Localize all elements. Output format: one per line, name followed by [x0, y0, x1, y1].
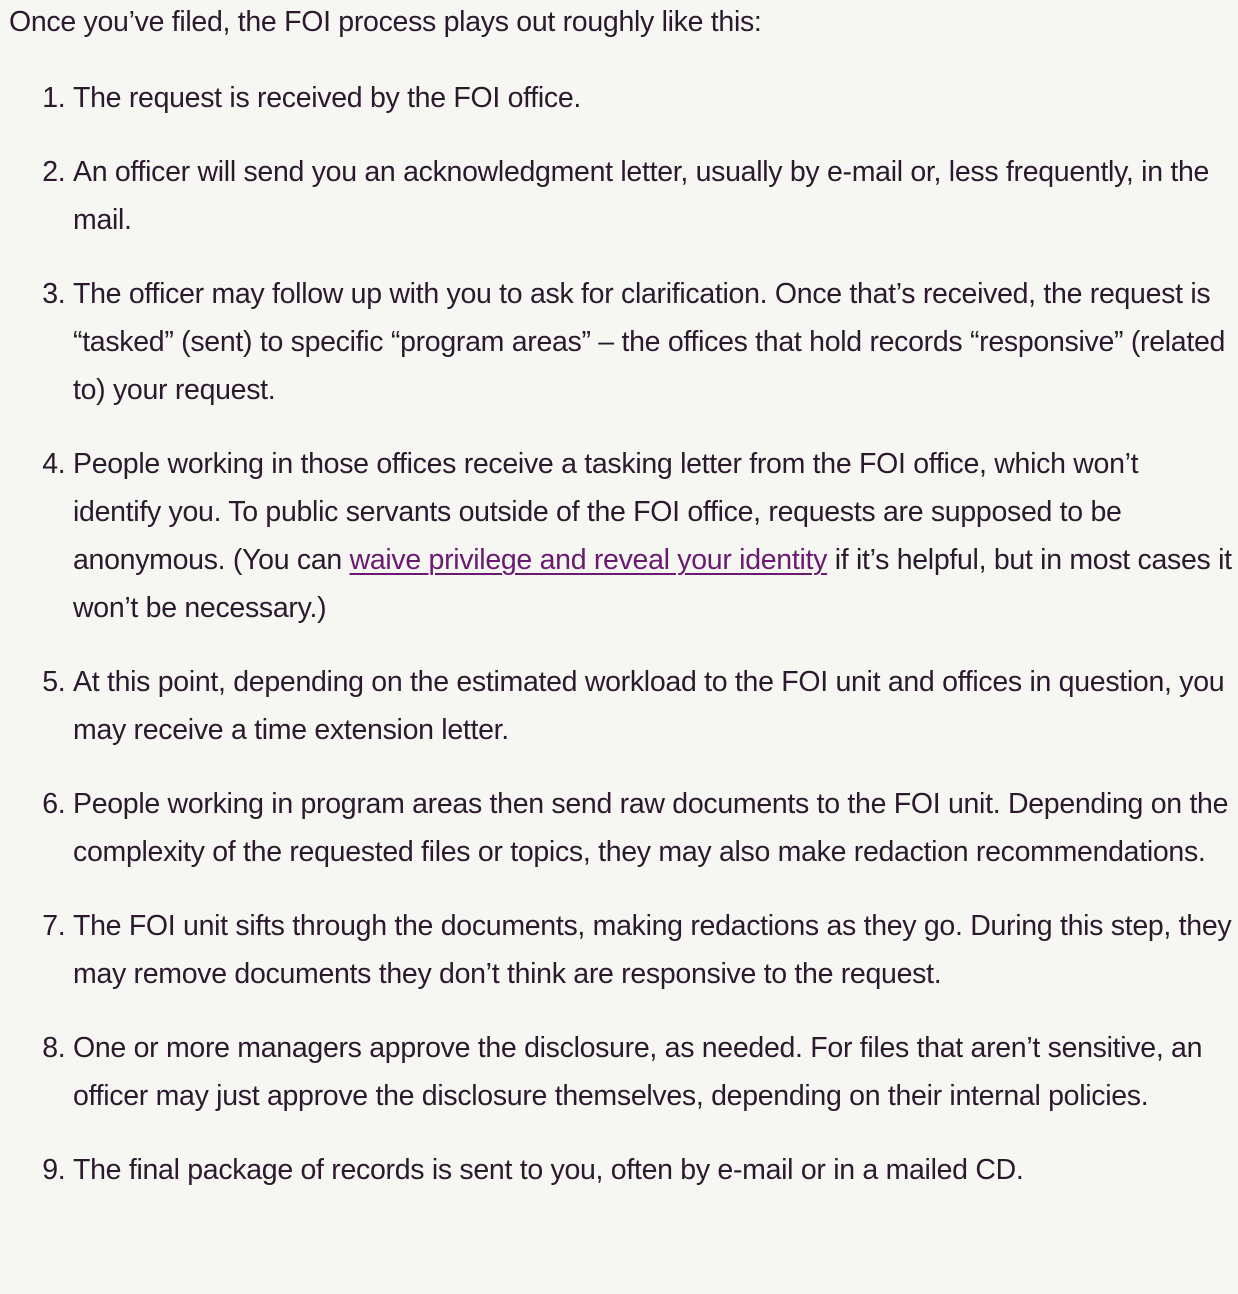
- step-3: 3. The officer may follow up with you to ask for clarification. Once that’s received, the request is “tasked” (sent) to specific “program areas” – the offices that hold records “responsive” (related to) your request.: [73, 270, 1233, 414]
- step-2: 2. An officer will send you an acknowledgment letter, usually by e-mail or, less frequently, in the mail.: [73, 148, 1233, 244]
- step-6: 6. People working in program areas then send raw documents to the FOI unit. Depending on the complexity of the requested files or topics, they may also make redaction recommendations.: [73, 780, 1233, 876]
- foi-process-steps: [0, 74, 1233, 1220]
- waive-privilege-link[interactable]: waive privilege and reveal your identity: [349, 544, 828, 576]
- step-8: 8. One or more managers approve the disclosure, as needed. For files that aren’t sensitive, an officer may just approve the disclosure themselves, depending on their internal policies.: [73, 1024, 1233, 1120]
- step-5: 5. At this point, depending on the estimated workload to the FOI unit and offices in question, you may receive a time extension letter.: [73, 658, 1233, 754]
- step-4-text-after: if it’s helpful, but in most cases it won’t be necessary.): [73, 544, 1232, 624]
- step-9: 9. The final package of records is sent to you, often by e-mail or in a mailed CD.: [73, 1146, 1233, 1194]
- step-4: [73, 440, 1233, 632]
- intro-paragraph: Once you’ve filed, the FOI process plays out roughly like this:: [9, 6, 762, 38]
- step-4-text-before: People working in those offices receive a tasking letter from the FOI office, which won’t identify you. To public servants outside of the FOI office, requests are supposed to be anonymous. (You can: [73, 448, 1139, 576]
- step-7: 7. The FOI unit sifts through the documents, making redactions as they go. During this step, they may remove documents they don’t think are responsive to the request.: [73, 902, 1233, 998]
- step-1: 1. The request is received by the FOI office.: [73, 74, 1233, 122]
